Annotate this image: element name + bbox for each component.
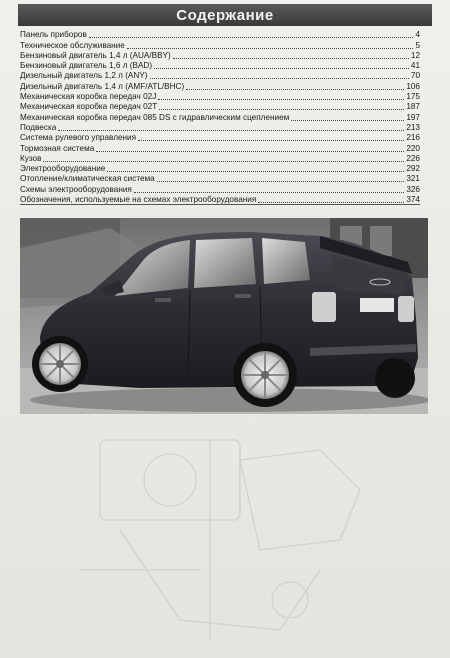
toc-entry-page: 216	[406, 133, 420, 143]
toc-entry-title: Панель приборов	[20, 30, 87, 40]
toc-entry-title: Подвеска	[20, 122, 57, 132]
toc-entry-page: 374	[406, 195, 420, 205]
toc-entry	[20, 71, 420, 81]
toc-entry-page: 70	[410, 71, 420, 81]
toc-entry-page: 326	[406, 184, 420, 194]
toc-entry-title: Дизельный двигатель 1,2 л (ANY)	[20, 71, 148, 81]
page-title: Содержание	[176, 6, 274, 24]
toc-entry-page: 226	[406, 153, 420, 163]
toc-entry	[20, 154, 420, 164]
toc-leader-dots	[173, 58, 409, 59]
toc-entry-title: Электрооборудование	[20, 164, 106, 174]
toc-entry-page: 321	[406, 174, 420, 184]
toc-entry-page: 187	[406, 102, 420, 112]
toc-leader-dots	[89, 37, 414, 38]
toc-entry	[20, 51, 420, 61]
toc-entry-page: 292	[406, 164, 420, 174]
toc-leader-dots	[186, 89, 404, 90]
toc-leader-dots	[158, 99, 404, 100]
toc-entry-title: Бензиновый двигатель 1,6 л (BAD)	[20, 61, 153, 71]
divider	[20, 204, 420, 205]
toc-entry	[20, 40, 420, 50]
toc-leader-dots	[291, 120, 404, 121]
toc-leader-dots	[258, 202, 404, 203]
toc-entry-title: Бензиновый двигатель 1,4 л (AUA/BBY)	[20, 50, 171, 60]
toc-entry	[20, 112, 420, 122]
toc-entry	[20, 30, 420, 40]
title-bar	[18, 4, 432, 26]
toc-entry-title: Техническое обслуживание	[20, 40, 125, 50]
toc-entry-page: 197	[406, 112, 420, 122]
table-of-contents	[20, 30, 420, 205]
toc-entry-title: Схемы электрооборудования	[20, 184, 132, 194]
toc-entry-title: Механическая коробка передач 02J	[20, 92, 157, 102]
toc-entry	[20, 61, 420, 71]
toc-entry-title: Система рулевого управления	[20, 133, 137, 143]
car-photo	[20, 218, 428, 414]
toc-entry-page: 106	[406, 81, 420, 91]
toc-entry-title: Кузов	[20, 153, 42, 163]
toc-leader-dots	[43, 161, 404, 162]
toc-entry-page: 5	[415, 40, 420, 50]
toc-leader-dots	[138, 140, 404, 141]
toc-entry	[20, 123, 420, 133]
toc-leader-dots	[107, 171, 404, 172]
toc-entry	[20, 174, 420, 184]
toc-entry	[20, 133, 420, 143]
toc-entry	[20, 102, 420, 112]
toc-entry	[20, 81, 420, 91]
toc-leader-dots	[96, 151, 404, 152]
toc-leader-dots	[159, 109, 404, 110]
toc-entry	[20, 92, 420, 102]
toc-entry-page: 41	[410, 61, 420, 71]
toc-entry-page: 4	[415, 30, 420, 40]
toc-leader-dots	[134, 192, 404, 193]
toc-entry-title: Механическая коробка передач 085 DS с гидравлическим сцеплением	[20, 112, 290, 122]
toc-leader-dots	[58, 130, 404, 131]
toc-entry-page: 220	[406, 143, 420, 153]
toc-leader-dots	[157, 181, 405, 182]
toc-leader-dots	[150, 78, 409, 79]
toc-entry-title: Механическая коробка передач 02T	[20, 102, 158, 112]
toc-entry-page: 175	[406, 92, 420, 102]
toc-entry-page: 12	[410, 50, 420, 60]
toc-entry-title: Обозначения, используемые на схемах электрооборудования	[20, 195, 257, 205]
toc-entry-title: Отопление/климатическая система	[20, 174, 155, 184]
toc-entry	[20, 143, 420, 153]
toc-leader-dots	[154, 68, 409, 69]
toc-entry-title: Тормозная система	[20, 143, 95, 153]
toc-entry-page: 213	[406, 122, 420, 132]
toc-entry-title: Дизельный двигатель 1,4 л (AMF/ATL/BHC)	[20, 81, 185, 91]
bleed-through-illustration	[60, 420, 400, 650]
toc-entry	[20, 164, 420, 174]
toc-leader-dots	[127, 48, 414, 49]
toc-entry	[20, 184, 420, 194]
